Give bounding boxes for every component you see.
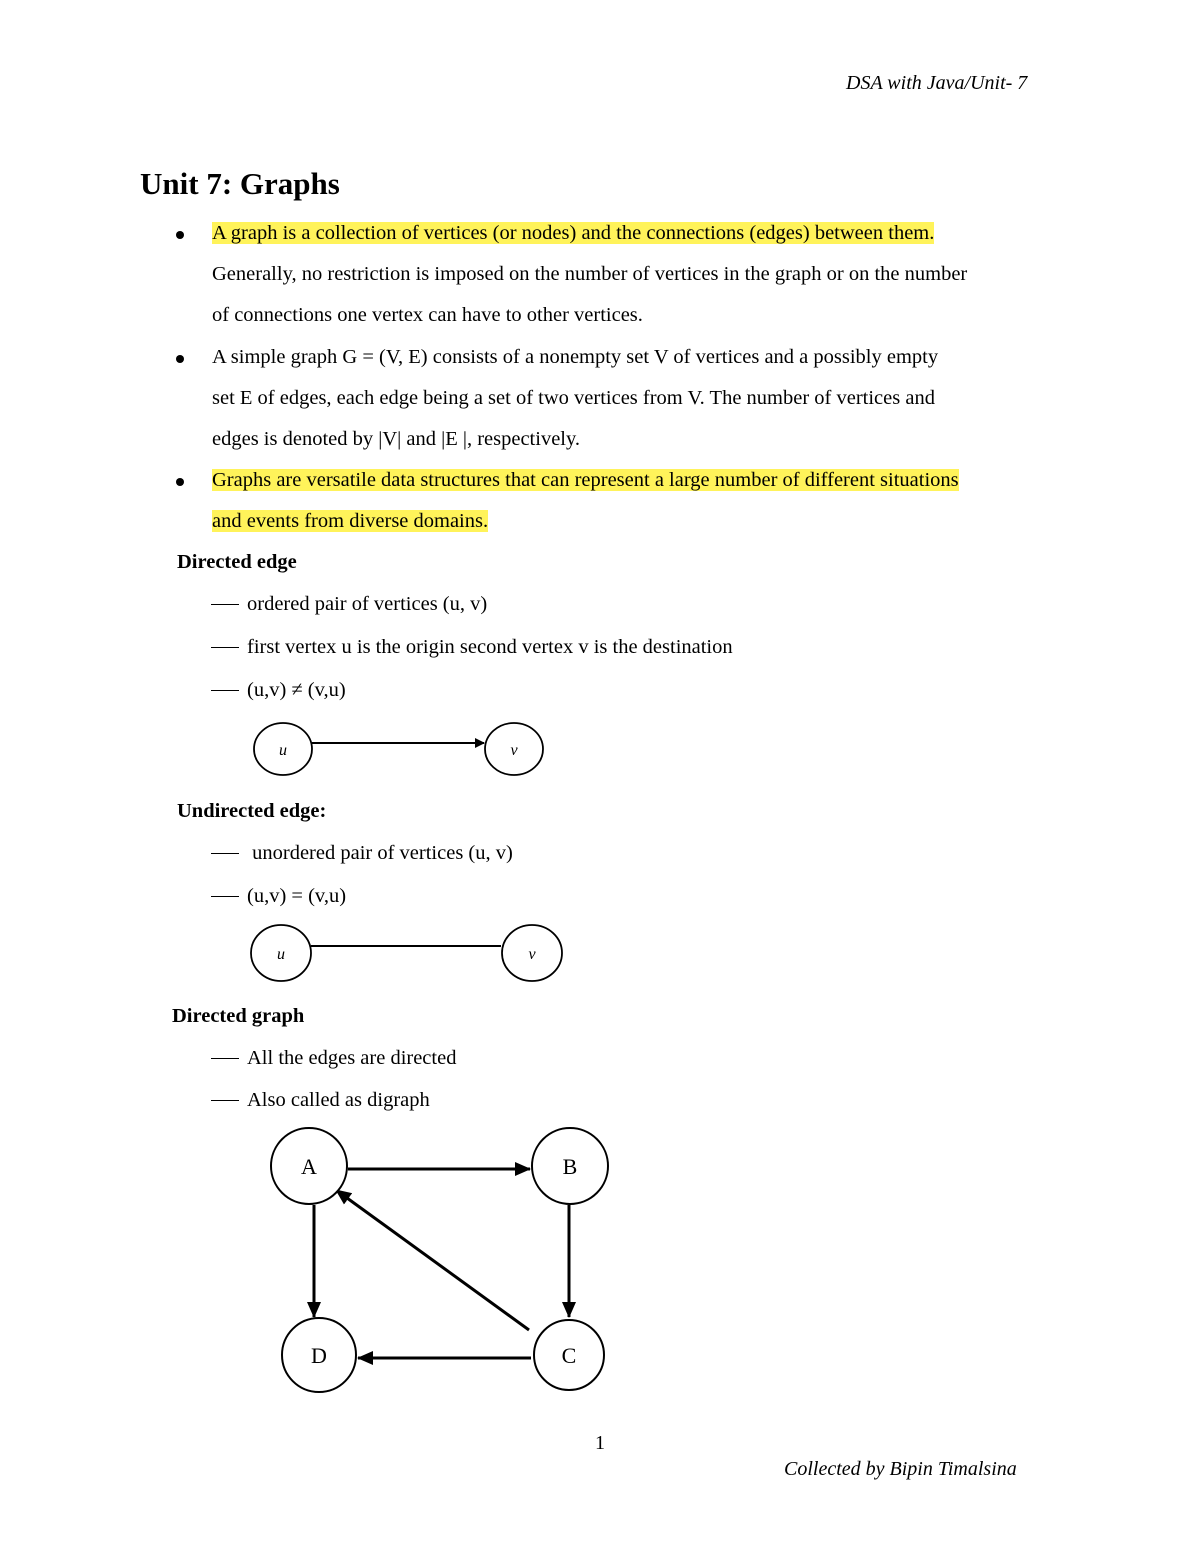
bullet-2-line-1: A simple graph G = (V, E) consists of a nonempty set V of vertices and a possibly empty: [212, 346, 939, 368]
page-number: 1: [595, 1432, 605, 1454]
node-u-label: u: [279, 742, 287, 759]
undirected-edge-item: unordered pair of vertices (u, v): [211, 842, 513, 865]
undirected-edge-diagram: [251, 925, 562, 981]
directed-graph-diagram: [271, 1128, 608, 1392]
bullet-2-line-2: set E of edges, each edge being a set of two vertices from V. The number of vertices and: [212, 387, 935, 409]
node-b-label: B: [562, 1154, 578, 1179]
page-footer: Collected by Bipin Timalsina: [784, 1458, 1017, 1480]
bullet-3-line-2: and events from diverse domains.: [212, 510, 489, 532]
directed-edge-item: ordered pair of vertices (u, v): [211, 593, 487, 616]
directed-edge-heading: Directed edge: [177, 551, 297, 573]
node-v-label: v: [528, 946, 536, 963]
directed-graph-item: Also called as digraph: [211, 1089, 430, 1112]
bullet-1-line-1: A graph is a collection of vertices (or nodes) and the connections (edges) between them.: [212, 222, 935, 244]
directed-graph-heading: Directed graph: [172, 1005, 305, 1027]
node-u-label: u: [277, 946, 285, 963]
node-v-label: v: [510, 742, 518, 759]
bullet-2-line-3: edges is denoted by |V| and |E |, respectively.: [212, 428, 581, 450]
directed-graph-item: All the edges are directed: [211, 1047, 456, 1070]
edge-c-a: [336, 1190, 529, 1330]
page-header: DSA with Java/Unit- 7: [846, 72, 1028, 94]
node-a-label: A: [301, 1154, 317, 1179]
page-title: Unit 7: Graphs: [140, 166, 340, 201]
bullet-1-line-2: Generally, no restriction is imposed on the number of vertices in the graph or on the number: [212, 263, 968, 285]
bullet-1-line-3: of connections one vertex can have to other vertices.: [212, 304, 643, 326]
directed-edge-diagram: [254, 723, 543, 775]
bullet-3-line-1: Graphs are versatile data structures that can represent a large number of different situations: [212, 469, 959, 491]
undirected-edge-item: (u,v) = (v,u): [211, 885, 346, 908]
directed-edge-item: (u,v) ≠ (v,u): [211, 679, 346, 702]
node-d-label: D: [311, 1343, 327, 1368]
directed-edge-item: first vertex u is the origin second vertex v is the destination: [211, 636, 733, 659]
undirected-edge-heading: Undirected edge:: [177, 800, 327, 822]
node-c-label: C: [561, 1343, 577, 1368]
